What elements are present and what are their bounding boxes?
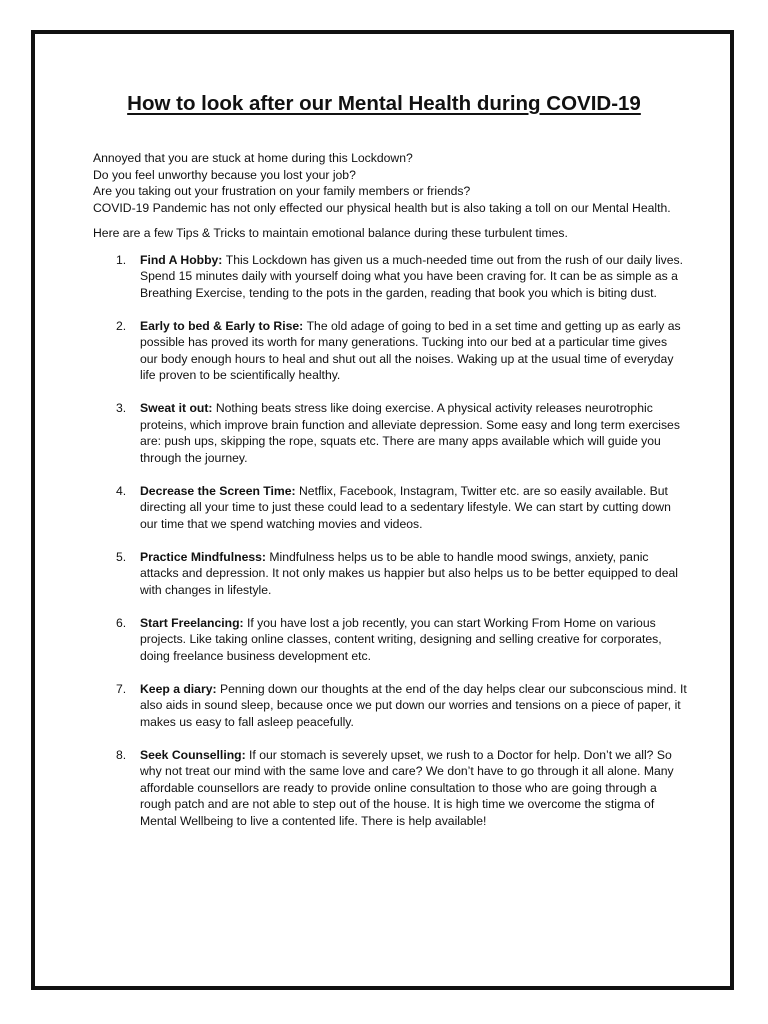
- tip-heading: Start Freelancing:: [140, 615, 248, 630]
- tip-number: 2.: [116, 318, 127, 333]
- tip-text: If you have lost a job recently, you can start Working From Home on various projects. Like taking online classes, content writing, designing and selling creative for corporates, doing freelance business development etc.: [140, 615, 662, 663]
- tip-number: 3.: [116, 401, 127, 415]
- intro-line: Are you taking out your frustration on your family members or friends?: [93, 184, 471, 198]
- tip-item: [93, 483, 687, 533]
- tip-text: This Lockdown has given us a much-needed time out from the rush of our daily lives. Spend 15 minutes daily with yourself doing what you have been craving for. It can be as simple as a Breathing Exercise, tending to the pots in the garden, reading that book you which is biting dust.: [140, 252, 684, 300]
- tip-number: 6.: [116, 615, 127, 630]
- intro-line: Annoyed that you are stuck at home during this Lockdown?: [93, 151, 413, 165]
- tip-heading: Early to bed & Early to Rise:: [140, 318, 307, 333]
- tip-text: Netflix, Facebook, Instagram, Twitter etc. are so easily available. But directing all your time to just these could lead to a sedentary lifestyle. We can start by cutting down our time that we spend watching movies and videos.: [140, 483, 671, 531]
- intro-line: COVID-19 Pandemic has not only effected our physical health but is also taking a toll on our Mental Health.: [93, 200, 671, 215]
- tip-text: Penning down our thoughts at the end of the day helps clear our subconscious mind. It also aids in sound sleep, because once we put down our worries and tensions on a piece of paper, it makes us easy to fall asleep peacefully.: [140, 681, 687, 729]
- tip-item: [93, 252, 687, 302]
- tips-lead: Here are a few Tips & Tricks to maintain emotional balance during these turbulent times.: [93, 226, 568, 240]
- intro-section: [93, 150, 687, 216]
- page-title: How to look after our Mental Health during COVID-19: [127, 92, 641, 115]
- tip-item: [93, 681, 687, 731]
- intro-line: Do you feel unworthy because you lost your job?: [93, 167, 356, 182]
- tip-number: 1.: [116, 252, 127, 267]
- tip-item: [93, 615, 687, 665]
- tip-heading: Find A Hobby:: [140, 252, 226, 267]
- tip-item: [93, 400, 687, 466]
- tip-text: Mindfulness helps us to be able to handle mood swings, anxiety, panic attacks and depression. It not only makes us happier but also helps us to be better equipped to deal with changes in lifestyle.: [140, 549, 678, 597]
- tip-item: [93, 549, 687, 599]
- document-body: [93, 150, 687, 846]
- tip-number: 7.: [116, 681, 127, 696]
- tip-heading: Practice Mindfulness:: [140, 549, 270, 564]
- tip-heading: Keep a diary:: [140, 681, 220, 696]
- tips-list: [93, 252, 687, 830]
- tip-text: Nothing beats stress like doing exercise. A physical activity releases neurotrophic proteins, which improve brain function and alleviate depression. Some easy and long term exercises are: push ups, skipping the rope, squats etc. There are many apps available which will guide you through the journey.: [140, 401, 680, 465]
- tip-text: The old adage of going to bed in a set time and getting up as early as possible has proved its worth for many generations. Tucking into our bed at a particular time gives our body enough hours to heal and shut out all the noises. Waking up at the usual time of everyday life proven to be scientifically healthy.: [140, 318, 681, 382]
- tip-heading: Seek Counselling:: [140, 747, 250, 762]
- tip-item: [93, 747, 687, 830]
- tip-number: 5.: [116, 549, 127, 564]
- tip-text: If our stomach is severely upset, we rush to a Doctor for help. Don’t we all? So why not treat our mind with the same love and care? We don’t have to go through it all alone. Many affordable counsellors are ready to provide online consultation to those who are going through a rough patch and are not able to step out of the house. It is high time we overcome the stigma of Mental Wellbeing to live a contented life. There is help available!: [140, 747, 674, 828]
- tip-number: 8.: [116, 747, 127, 762]
- tip-heading: Decrease the Screen Time:: [140, 483, 299, 498]
- tip-heading: Sweat it out:: [140, 401, 216, 415]
- tip-item: [93, 318, 687, 384]
- tip-number: 4.: [116, 483, 127, 498]
